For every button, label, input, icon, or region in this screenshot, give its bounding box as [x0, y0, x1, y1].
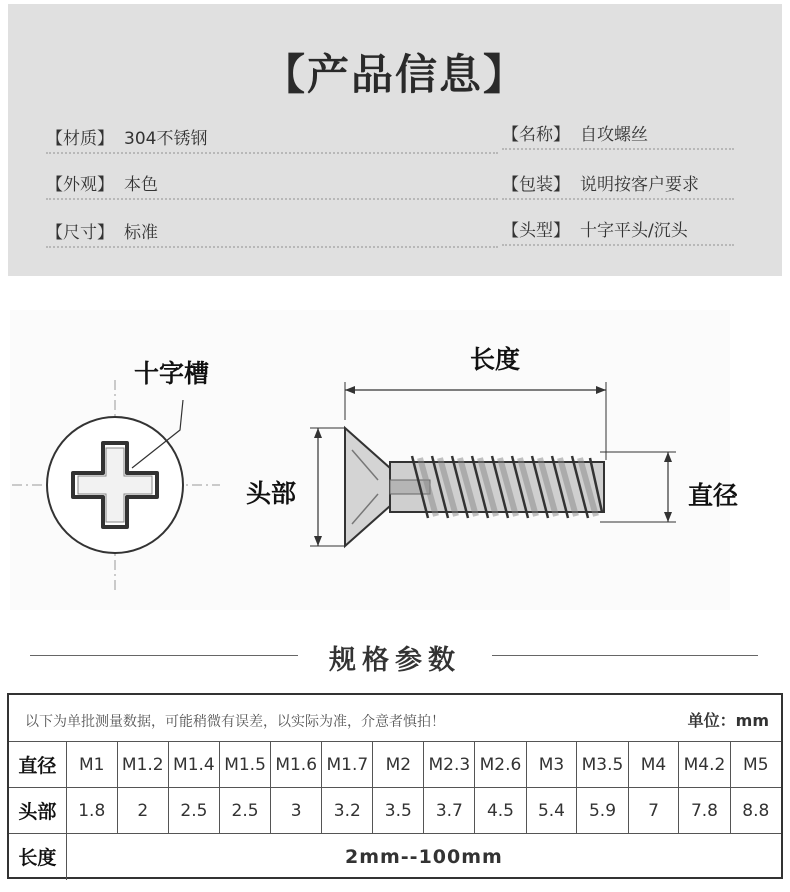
info-value: 十字平头/沉头 — [580, 220, 688, 241]
product-info-title: 【产品信息】 — [262, 50, 527, 99]
table-row-head — [9, 788, 781, 834]
spec-heading — [0, 636, 790, 676]
table-cell: M1.2 — [117, 742, 168, 788]
table-cell: 3.7 — [424, 788, 475, 834]
table-row-length — [9, 834, 781, 880]
table-cell: M3 — [526, 742, 577, 788]
table-cell: M4 — [628, 742, 679, 788]
info-row-appearance — [46, 166, 498, 200]
table-cell: 3.2 — [322, 788, 373, 834]
info-row-material — [46, 120, 498, 154]
row-header-diameter: 直径 — [9, 742, 66, 788]
table-cell: M3.5 — [577, 742, 628, 788]
info-value: 本色 — [124, 174, 158, 195]
table-cell: M2.6 — [475, 742, 526, 788]
table-cell: 2.5 — [168, 788, 219, 834]
table-cell: M1 — [66, 742, 117, 788]
table-cell: 2 — [117, 788, 168, 834]
table-cell: 3 — [271, 788, 322, 834]
info-label: 【材质】 — [46, 128, 114, 149]
table-cell: 5.4 — [526, 788, 577, 834]
table-cell: M2.3 — [424, 742, 475, 788]
info-row-packaging — [502, 166, 734, 200]
diameter-label: 直径 — [688, 481, 739, 510]
head-label: 头部 — [246, 479, 297, 508]
info-value: 标准 — [124, 222, 158, 243]
table-cell: M4.2 — [679, 742, 730, 788]
table-cell: 3.5 — [373, 788, 424, 834]
spec-table-box — [7, 693, 783, 879]
divider — [492, 655, 758, 656]
spec-title: 规格参数 — [329, 645, 461, 676]
length-label: 长度 — [470, 345, 521, 374]
info-value: 304不锈钢 — [124, 128, 208, 149]
table-cell: 5.9 — [577, 788, 628, 834]
unit-label: 单位：mm — [687, 711, 769, 730]
cross-slot-label: 十字槽 — [134, 359, 210, 388]
info-row-size — [46, 214, 498, 248]
info-row-name — [502, 116, 734, 150]
table-cell: 7 — [628, 788, 679, 834]
row-header-head: 头部 — [9, 788, 66, 834]
table-cell: M1.7 — [322, 742, 373, 788]
table-cell: M2 — [373, 742, 424, 788]
row-header-length: 长度 — [9, 834, 66, 880]
info-label: 【包装】 — [502, 174, 570, 195]
table-row-diameter — [9, 742, 781, 788]
screw-diagram — [0, 290, 790, 620]
table-cell: M1.5 — [219, 742, 270, 788]
info-row-head-type — [502, 212, 734, 246]
spec-table — [9, 741, 781, 880]
measurement-note: 以下为单批测量数据，可能稍微有误差，以实际为准，介意者慎拍！ — [25, 714, 445, 730]
table-cell: 8.8 — [730, 788, 781, 834]
table-cell: M1.4 — [168, 742, 219, 788]
info-value: 自攻螺丝 — [580, 124, 648, 145]
table-cell: M1.6 — [271, 742, 322, 788]
info-value: 说明按客户要求 — [580, 174, 699, 195]
info-label: 【外观】 — [46, 174, 114, 195]
product-info-panel — [8, 4, 782, 276]
table-cell: 1.8 — [66, 788, 117, 834]
info-label: 【尺寸】 — [46, 222, 114, 243]
info-label: 【头型】 — [502, 220, 570, 241]
info-label: 【名称】 — [502, 124, 570, 145]
table-cell: 7.8 — [679, 788, 730, 834]
table-cell: M5 — [730, 742, 781, 788]
table-cell: 4.5 — [475, 788, 526, 834]
table-cell: 2.5 — [219, 788, 270, 834]
length-range-cell: 2mm--100mm — [66, 834, 781, 880]
